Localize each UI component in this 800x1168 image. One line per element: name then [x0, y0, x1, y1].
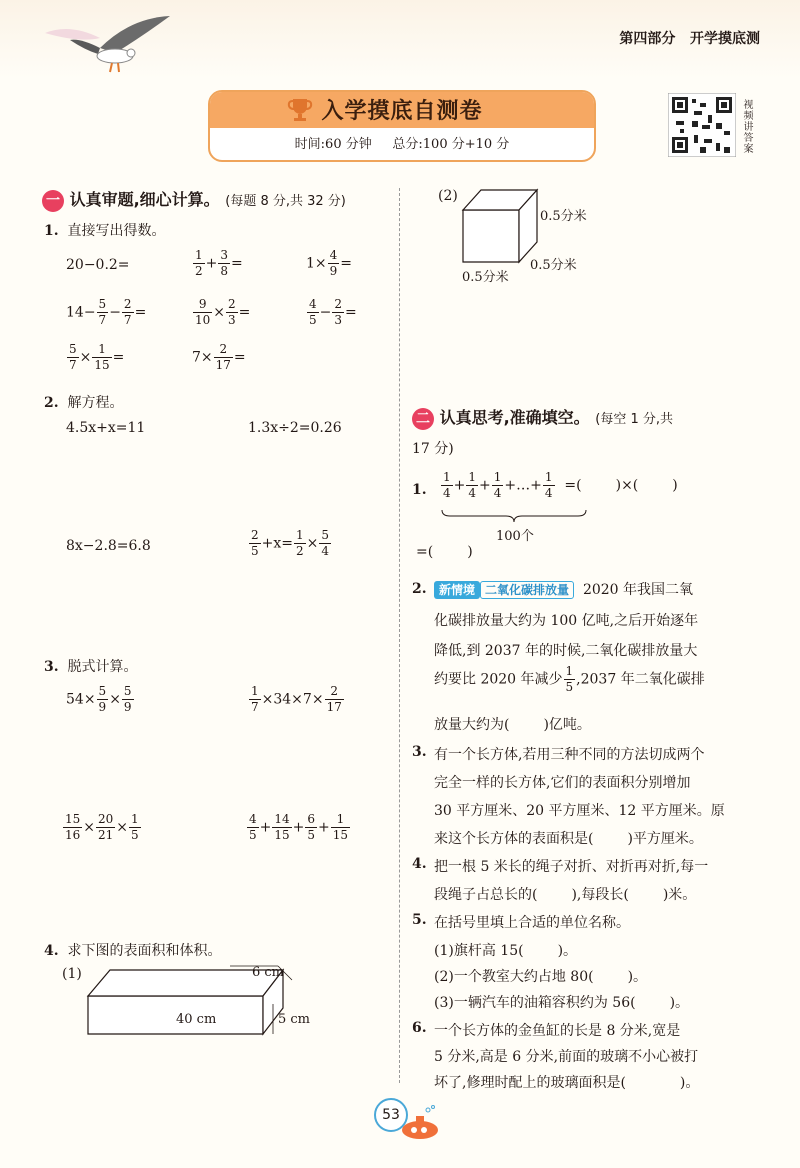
q2-number: 2.	[44, 395, 59, 411]
q1-item: 14− $\frac{5}{7}$ − $\frac{2}{7}$ =	[66, 297, 147, 327]
q3-number: 3.	[44, 659, 59, 675]
exam-score: 总分:100 分+10 分	[392, 137, 510, 152]
section2-note: (每空 1 分,共	[595, 412, 673, 427]
q1-item: $\frac{1}{2}$ + $\frac{3}{8}$ =	[195, 248, 243, 278]
cube-figure	[455, 184, 545, 264]
new-context-tag: 新情境	[434, 581, 480, 599]
q4-text: 段绳子占总长的( ),每段长( )米。	[434, 887, 697, 903]
q1-item: $\frac{9}{10}$ × $\frac{2}{3}$ =	[195, 297, 251, 327]
qr-code[interactable]	[668, 93, 736, 157]
column-divider	[399, 188, 400, 1083]
q1-item: 20−0.2=	[66, 257, 130, 273]
header-section: 第四部分	[619, 31, 676, 47]
q3-text: 有一个长方体,若用三种不同的方法切成两个	[434, 747, 705, 763]
cube-height-label: 0.5分米	[540, 209, 587, 224]
section1-heading	[42, 187, 346, 212]
section1-title: 认真审题,细心计算。	[69, 190, 220, 209]
q2-text: 降低,到 2037 年的时候,二氧化碳排放量大	[434, 643, 698, 659]
r-q2-number: 2.	[412, 581, 427, 597]
equation: 1.3x÷2=0.26	[248, 420, 342, 436]
q1-number: 1.	[44, 223, 59, 239]
section2-title: 认真思考,准确填空。	[439, 408, 590, 427]
q2-text: 放量大约为( )亿吨。	[434, 717, 591, 733]
section1-note: (每题 8 分,共 32 分)	[225, 194, 346, 209]
q2-text: 化碳排放量大约为 100 亿吨,之后开始逐年	[434, 613, 699, 629]
section2-heading	[412, 405, 673, 430]
header-title	[619, 28, 760, 48]
q5-prompt: 在括号里填上合适的单位名称。	[434, 915, 630, 931]
height-label: 5 cm	[278, 1012, 311, 1027]
q3-prompt: 脱式计算。	[67, 659, 138, 675]
q5-item: (1)旗杆高 15( )。	[434, 943, 578, 959]
r-q3-number: 3.	[412, 744, 427, 760]
q1-item: 7× $\frac{2}{17}$ =	[192, 342, 246, 372]
q1-item: 1× $\frac{4}{9}$ =	[306, 248, 353, 278]
q3-text: 完全一样的长方体,它们的表面积分别增加	[434, 775, 691, 791]
equation: 4.5x+x=11	[66, 420, 146, 436]
seagull-illustration	[40, 8, 180, 78]
figure2-label: (2)	[438, 188, 458, 204]
section2-note-cont: 17 分)	[412, 441, 454, 457]
cube-depth-label: 0.5分米	[530, 258, 577, 273]
q6-text: 一个长方体的金鱼缸的长是 8 分米,宽是	[434, 1023, 681, 1039]
r-q6-number: 6.	[412, 1020, 427, 1036]
r-q5-number: 5.	[412, 912, 427, 928]
figure-label: (1)	[62, 966, 82, 982]
q3-text: 来这个长方体的表面积是( )平方厘米。	[434, 831, 703, 847]
length-label: 40 cm	[176, 1012, 217, 1027]
q1-item: $\frac{5}{7}$ × $\frac{1}{15}$ =	[69, 342, 125, 372]
fraction-sum-expression: $\frac{1}{4}$ + $\frac{1}{4}$ + $\frac{1}{4}$ +…+ $\frac{1}{4}$ =( )×( )	[443, 470, 678, 500]
q5-item: (3)一辆汽车的油箱容积约为 56( )。	[434, 995, 690, 1011]
topic-tag: 二氧化碳排放量	[480, 581, 574, 599]
section1-badge: 一	[42, 190, 64, 212]
count-label: 100个	[496, 529, 534, 544]
q2-text: 2020 年我国二氧	[582, 582, 694, 598]
q4-number: 4.	[44, 943, 59, 959]
q3-text: 30 平方厘米、20 平方厘米、12 平方厘米。原	[434, 803, 725, 819]
exam-time: 时间:60 分钟	[294, 137, 372, 152]
header-subject: 开学摸底测	[690, 31, 760, 47]
q5-item: (2)一个教室大约占地 80( )。	[434, 969, 648, 985]
section2-badge: 二	[412, 408, 434, 430]
r-q1-number: 1.	[412, 482, 427, 498]
calc-expression: $\frac{15}{16}$ × $\frac{20}{21}$ × $\frac{1}{5}$	[65, 812, 139, 842]
q6-text: 5 分米,高是 6 分米,前面的玻璃不小心被打	[434, 1049, 699, 1065]
q6-text: 坏了,修理时配上的玻璃面积是( )。	[434, 1075, 700, 1091]
underbrace	[440, 508, 588, 524]
qr-caption: 视频讲答案	[741, 98, 752, 154]
q1-item: $\frac{4}{5}$ − $\frac{2}{3}$ =	[309, 297, 357, 327]
cube-width-label: 0.5分米	[462, 270, 509, 285]
equation: 8x−2.8=6.8	[66, 538, 151, 554]
calc-expression: 54× $\frac{5}{9}$ × $\frac{5}{9}$	[66, 684, 132, 714]
page-number: 53	[374, 1098, 408, 1132]
submarine-icon	[398, 1104, 446, 1144]
equation: $\frac{2}{5}$ +x= $\frac{1}{2}$ × $\frac{5}{4}$	[251, 528, 330, 558]
exam-title: 入学摸底自测卷	[321, 99, 483, 124]
q2-text: 约要比 2020 年减少 $\frac{1}{5}$ ,2037 年二氧化碳排	[434, 664, 705, 694]
answer-line: =( )	[416, 544, 473, 560]
exam-banner	[208, 90, 596, 162]
q2-prompt: 解方程。	[67, 395, 124, 411]
q4-text: 把一根 5 米长的绳子对折、对折再对折,每一	[434, 859, 709, 875]
q1-prompt: 直接写出得数。	[67, 223, 166, 239]
calc-expression: $\frac{1}{7}$ ×34×7× $\frac{2}{17}$	[251, 684, 342, 714]
q4-prompt: 求下图的表面积和体积。	[67, 943, 222, 959]
calc-expression: $\frac{4}{5}$ + $\frac{14}{15}$ + $\frac{6}{5}$ + $\frac{1}{15}$	[249, 812, 349, 842]
width-label: 6 cm	[252, 965, 285, 980]
r-q4-number: 4.	[412, 856, 427, 872]
